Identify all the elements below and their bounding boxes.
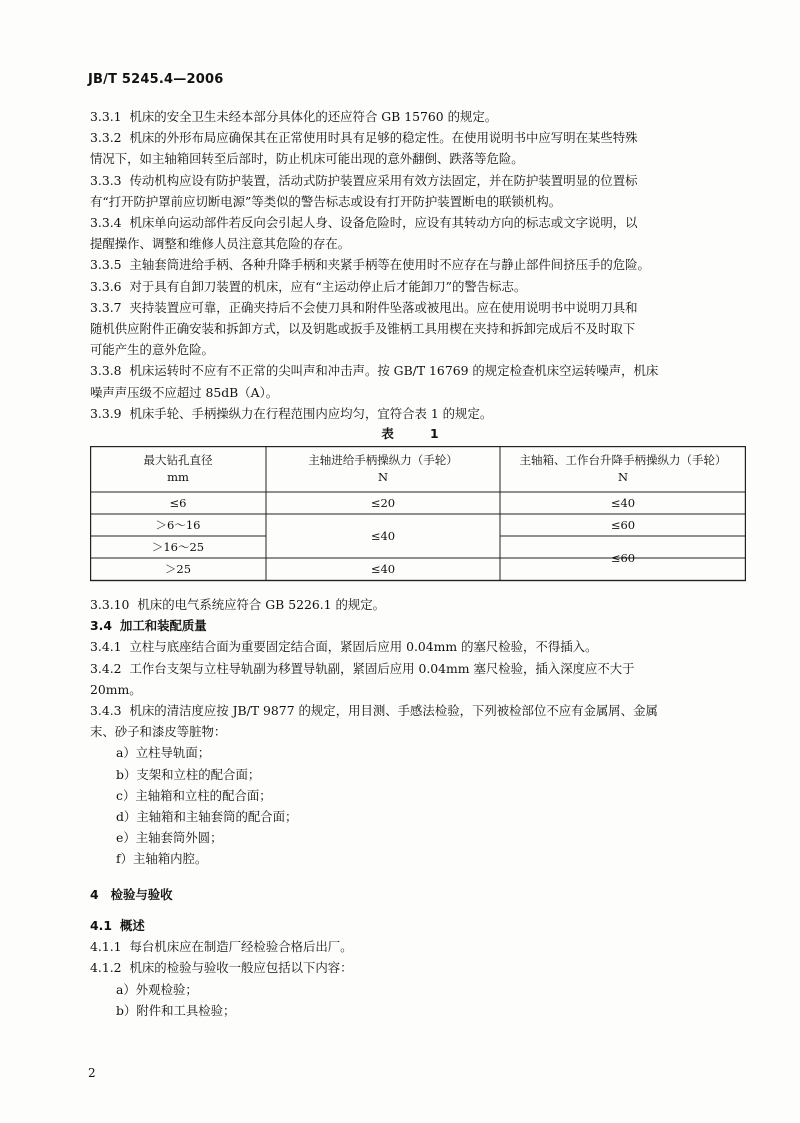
- header-spindle-feed-force: [266, 446, 500, 492]
- clause-number: 3.3.5: [90, 257, 122, 273]
- table-title: 表 1: [381, 426, 455, 442]
- clause-number: 3.3.4: [90, 215, 122, 231]
- list-item: b）支架和立柱的配合面；: [116, 766, 261, 782]
- table-cell: ≤60: [610, 550, 636, 565]
- page-number: 2: [88, 1066, 96, 1080]
- clause-text: 机床单向运动部件若反向会引起人身、设备危险时，应设有其转动方向的标志或文字说明，以: [129, 215, 638, 231]
- table-cell: ≤40: [610, 495, 636, 510]
- list-3-4-3: [90, 742, 746, 869]
- table-cell: ＞6～16: [155, 517, 201, 532]
- clause-number: 3.4.1: [90, 639, 122, 655]
- clause-line: [90, 127, 746, 148]
- clause-number: 3.4.2: [90, 660, 122, 676]
- clause-3-3-10: [90, 594, 746, 615]
- clause-text: 传动机构应设有防护装置，活动式防护装置应采用有效方法固定，并在防护装置明显的位置标: [129, 172, 638, 188]
- clause-number: 4.1.2: [90, 960, 122, 976]
- clause-number: 3.3.3: [90, 172, 122, 188]
- clause-number: 3.3.10: [90, 597, 130, 613]
- section-number: 3.4: [90, 618, 112, 634]
- clause-continuation: [90, 382, 746, 403]
- clause-text: 机床的检验与验收一般应包括以下内容：: [129, 960, 353, 976]
- clause-text: 主轴套筒进给手柄、各种升降手柄和夹紧手柄等在使用时不应存在与静止部件间挤压手的危险。: [129, 257, 650, 273]
- header-unit: mm: [167, 470, 189, 485]
- clause-text: 立柱与底座结合面为重要固定结合面，紧固后应用 0.04mm 的塞尺检验，不得插入。: [129, 639, 598, 655]
- clause-number: 3.3.1: [90, 109, 122, 124]
- clause-line: [90, 254, 746, 275]
- clause-4-1-2: [90, 957, 746, 978]
- clause-text: 每台机床应在制造厂经检验合格后出厂。: [129, 939, 353, 955]
- clauses-3-4: [90, 636, 746, 742]
- clause-line: [90, 658, 746, 679]
- clause-line: [90, 212, 746, 233]
- section-number: 4.1: [90, 917, 112, 933]
- document-body: [90, 106, 746, 1021]
- header-lifting-force: [500, 446, 746, 492]
- clause-text: 情况下，如主轴箱回转至后部时，防止机床可能出现的意外翻倒、跌落等危险。: [90, 151, 524, 167]
- clause-text: 提醒操作、调整和维修人员注意其危险的存在。: [90, 236, 351, 252]
- clause-continuation: [90, 233, 746, 254]
- list-item: b）附件和工具检验；: [116, 1002, 236, 1018]
- table-1: [90, 446, 746, 582]
- clause-text: 20mm。: [90, 681, 142, 697]
- list-item: c）主轴箱和立柱的配合面；: [116, 787, 272, 803]
- standard-code-header: JB/T 5245.4—2006: [88, 72, 224, 87]
- clause-continuation: [90, 318, 746, 339]
- clause-line: [90, 636, 746, 657]
- section-title: 加工和装配质量: [119, 618, 207, 634]
- clause-number: 4.1.1: [90, 939, 122, 955]
- clause-number: 3.3.9: [90, 405, 122, 421]
- clause-text: 可能产生的意外危险。: [90, 342, 214, 358]
- clause-line: [90, 106, 746, 127]
- clause-text: 噪声声压级不应超过 85dB（A）。: [90, 384, 279, 400]
- clause-line: [90, 360, 746, 381]
- clause-text: 机床的安全卫生未经本部分具体化的还应符合 GB 15760 的规定。: [129, 109, 498, 124]
- list-item: a）外观检验；: [116, 981, 198, 997]
- clause-text: 机床运转时不应有不正常的尖叫声和冲击声。按 GB/T 16769 的规定检查机床空运转噪声，机床: [129, 363, 659, 379]
- clause-number: 3.3.7: [90, 299, 122, 315]
- list-item: e）主轴套筒外圆；: [116, 830, 223, 846]
- header-unit: N: [377, 470, 389, 485]
- table-cell: ≤6: [169, 495, 187, 510]
- clause-continuation: [90, 191, 746, 212]
- table-cell: ＞16～25: [151, 539, 205, 554]
- clause-text: 末、砂子和漆皮等脏物：: [90, 724, 227, 740]
- clause-text: 对于具有自卸刀装置的机床，应有“主运动停止后才能卸刀”的警告标志。: [129, 278, 527, 294]
- clause-line: [90, 700, 746, 721]
- clause-text: 机床手轮、手柄操纵力在行程范围内应均匀，宜符合表 1 的规定。: [129, 405, 493, 421]
- clause-line: [90, 403, 746, 424]
- clause-text: 机床的电气系统应符合 GB 5226.1 的规定。: [137, 597, 386, 613]
- clause-4-1-1: [90, 936, 746, 957]
- list-item: d）主轴箱和主轴套筒的配合面；: [116, 809, 298, 825]
- section-title: 检验与验收: [110, 886, 173, 902]
- clause-text: 工作台支架与立柱导轨副为移置导轨副，紧固后应用 0.04mm 塞尺检验，插入深度应不大于: [129, 660, 635, 676]
- table-cell: ＞25: [164, 561, 192, 576]
- header-label: 主轴箱、工作台升降手柄操纵力（手轮）: [519, 453, 727, 468]
- table-cell: ≤60: [610, 517, 636, 532]
- clause-text: 机床的外形布局应确保其在正常使用时具有足够的稳定性。在使用说明书中应写明在某些特殊: [129, 130, 638, 146]
- table-cell: ≤20: [370, 495, 396, 510]
- section-3-4-heading: [90, 615, 746, 636]
- section-title: 概述: [119, 917, 145, 933]
- clause-text: 机床的清洁度应按 JB/T 9877 的规定，用目测、手感法检验，下列被检部位不应有金属屑、金属: [129, 703, 658, 719]
- header-max-drill-diameter: [90, 446, 266, 492]
- clause-continuation: [90, 339, 746, 360]
- table-cell: ≤40: [370, 528, 396, 543]
- clause-text: 随机供应附件正确安装和拆卸方式，以及钥匙或扳手及锥柄工具用楔在夹持和拆卸完成后不及时取下: [90, 321, 636, 337]
- section-4-heading: [90, 884, 746, 905]
- clause-continuation: [90, 721, 746, 742]
- header-label: 主轴进给手柄操纵力（手轮）: [308, 453, 458, 468]
- table-cell: ≤40: [370, 561, 396, 576]
- clause-continuation: [90, 148, 746, 169]
- clause-number: 3.3.2: [90, 130, 122, 146]
- clause-line: [90, 297, 746, 318]
- list-item: f）主轴箱内腔。: [116, 851, 208, 867]
- clause-text: 有“打开防护罩前应切断电源”等类似的警告标志或设有打开防护装置断电的联锁机构。: [90, 193, 562, 209]
- clauses-3-3: [90, 106, 746, 424]
- clause-line: [90, 276, 746, 297]
- clause-number: 3.4.3: [90, 703, 122, 719]
- section-4-1-heading: [90, 915, 746, 936]
- list-item: a）立柱导轨面；: [116, 745, 211, 761]
- clause-continuation: [90, 679, 746, 700]
- list-4-1-2: [90, 979, 746, 1021]
- header-label: 最大钻孔直径: [143, 453, 213, 468]
- section-number: 4: [90, 886, 99, 902]
- clause-number: 3.3.8: [90, 363, 122, 379]
- clause-text: 夹持装置应可靠，正确夹持后不会使刀具和附件坠落或被甩出。应在使用说明书中说明刀具和: [129, 299, 638, 315]
- header-unit: N: [617, 470, 629, 485]
- clause-line: [90, 170, 746, 191]
- clause-number: 3.3.6: [90, 278, 122, 294]
